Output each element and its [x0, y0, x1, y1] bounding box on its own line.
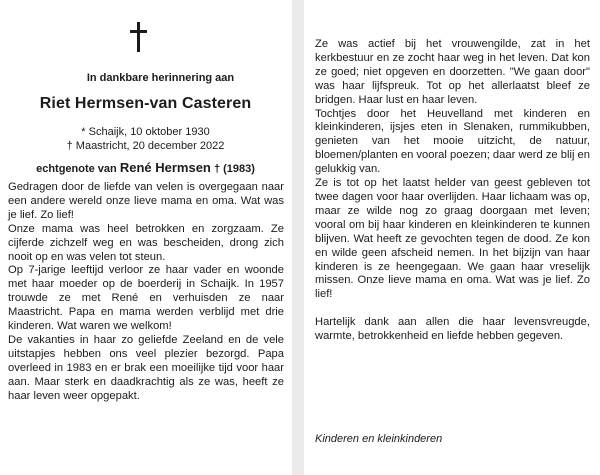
page-divider — [292, 0, 304, 475]
intro-line: In dankbare herinnering aan — [86, 72, 235, 84]
left-body-text — [8, 181, 284, 404]
signature: Kinderen en kleinkinderen — [315, 433, 443, 445]
paragraph: Ze was actief bij het vrouwengilde, zat in het kerkbestuur en ze zocht haar weg in het leven. Dat kon ze goed; niet opgeven en doorzetten. "We gaan door" was haar lijfspreuk. Tot op het allerlaatst bleef ze bridgen. Haar lust en haar leven. — [315, 38, 590, 106]
cross-icon — [129, 22, 149, 52]
paragraph: Ze is tot op het laatst helder van geest gebleven tot twee dagen voor haar overlijden. Haar lichaam was op, maar ze wilde nog zo graag doorgaan met leven; vooral om bij haar kinderen en kleinkinderen te kunnen blijven. Wat heeft ze gevochten tegen de dood. Ze kon en wilde geen afscheid nemen. In het bijzijn van haar kinderen is ze heengegaan. We gaan haar vreselijk missen. Onze lieve mama en oma. Wat was je lief. Zo lief! — [315, 177, 590, 301]
paragraph: Op 7-jarige leeftijd verloor ze haar vader en woonde met haar moeder op de boerderij in Schaijk. In 1957 trouwde ze met René en verhuisden ze naar Maastricht. Papa en mama werden verblijd met drie kinderen. Wat waren we welkom! — [8, 264, 284, 333]
paragraph: Tochtjes door het Heuvelland met kinderen en kleinkinderen, ijsjes eten in Slenaken, rummikubben, genieten van het mooie uitzicht, de natuur, bloemen/planten en vooral poezen; daar werd ze blij en gelukkig van. — [315, 107, 590, 176]
right-body-text — [315, 38, 590, 344]
left-page — [0, 0, 291, 475]
paragraph: De vakanties in haar zo geliefde Zeeland en de vele uitstapjes hebben ons veel plezier bezorgd. Papa overleed in 1983 en er brak een moeilijke tijd voor haar aan. Maar sterk en daadkrachtig als ze was, heeft ze haar leven weer opgepakt. — [8, 333, 284, 402]
paragraph: Hartelijk dank aan allen die haar levensvreugde, warmte, betrokkenheid en liefde hebben gegeven. — [315, 316, 590, 343]
spouse-line — [0, 160, 291, 175]
deceased-name: Riet Hermsen-van Casteren — [39, 95, 252, 112]
paragraph: Gedragen door de liefde van velen is overgegaan naar een andere wereld onze lieve mama en oma. Wat was je lief. Zo lief! — [8, 181, 284, 221]
right-page — [305, 0, 600, 475]
spouse-prefix: echtgenote van — [36, 163, 117, 175]
spouse-name: René Hermsen — [119, 160, 211, 175]
birth-line: * Schaijk, 10 oktober 1930 — [81, 126, 210, 138]
paragraph: Onze mama was heel betrokken en zorgzaam. Ze cijferde zichzelf weg en was bescheiden, drong zich nooit op en was velen tot steun. — [8, 222, 284, 263]
death-line: † Maastricht, 20 december 2022 — [66, 140, 225, 152]
spouse-suffix: † (1983) — [213, 163, 255, 175]
